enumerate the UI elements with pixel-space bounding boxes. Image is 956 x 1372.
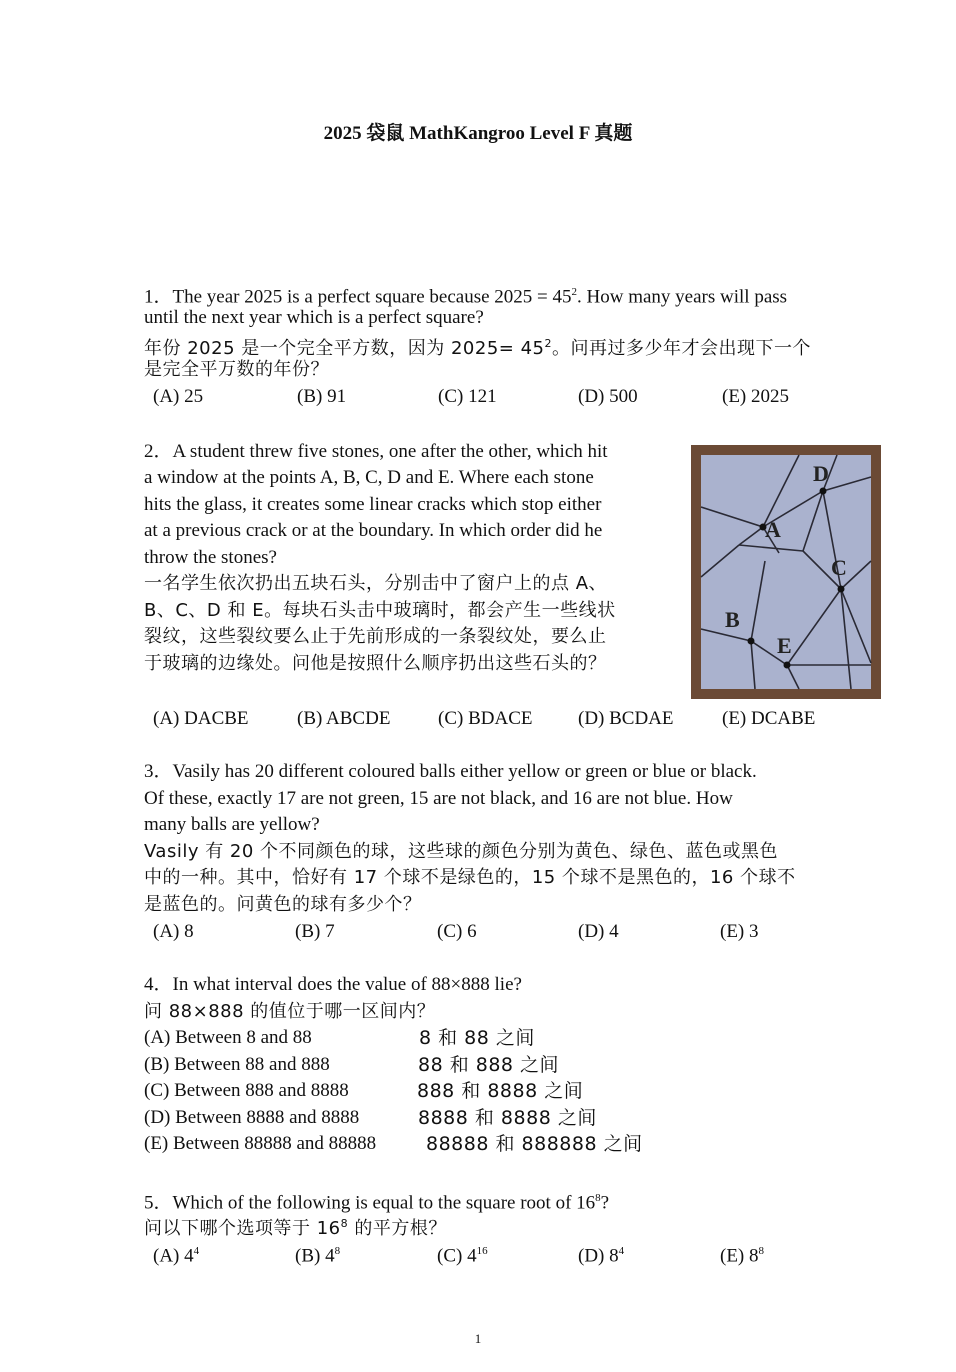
q5-option-e-base: (E) 8	[720, 1245, 759, 1267]
q1-option-c: (C) 121	[438, 386, 497, 407]
point-d	[820, 488, 827, 495]
q2-option-a: (A) DACBE	[153, 708, 249, 729]
q5-exponent: 8	[595, 1192, 601, 1204]
q5-option-c-base: (C) 4	[437, 1245, 477, 1267]
point-b	[748, 638, 755, 645]
q3-option-d: (D) 4	[578, 921, 619, 942]
q3-text-en-3: many balls are yellow?	[144, 814, 320, 835]
q5-option-d-exp: 4	[618, 1245, 625, 1257]
q3-option-c: (C) 6	[437, 921, 477, 942]
q1-option-b: (B) 91	[297, 386, 347, 407]
q3-text-en-1: 3．Vasily has 20 different coloured balls either yellow or green or blue or black.	[144, 761, 757, 782]
label-b: B	[725, 607, 740, 632]
label-a: A	[765, 517, 781, 542]
q3-option-e: (E) 3	[720, 921, 759, 942]
q2-text-cn-2: B、C、D 和 E。每块石头击中玻璃时，都会产生一些线状	[144, 600, 616, 621]
q3-text-cn-2: 中的一种。其中，恰好有 17 个球不是绿色的，15 个球不是黑色的，16 个球不	[144, 867, 796, 888]
q1-en-part: . How many years will pass	[577, 286, 788, 308]
q4-option-d-cn: 8888 和 8888 之间	[418, 1107, 597, 1129]
q1-cn-part: 。问再过多少年才会出现下一个	[552, 338, 811, 359]
q1-text-en-2: until the next year which is a perfect square?	[144, 307, 484, 328]
q2-text-cn-1: 一名学生依次扔出五块石头，分别击中了窗户上的点 A、	[144, 573, 608, 594]
q1-cn-part: 年份 2025 是一个完全平方数，因为 2025= 45	[144, 338, 545, 359]
q3-option-a: (A) 8	[153, 921, 194, 942]
q5-option-a-exp: 4	[193, 1245, 200, 1257]
q1-option-a: (A) 25	[153, 386, 204, 407]
q4-option-c-cn: 888 和 8888 之间	[417, 1080, 584, 1102]
label-e: E	[777, 633, 792, 658]
q1-en-part: 1．The year 2025 is a perfect square because 2025 = 45	[144, 286, 572, 308]
q5-option-e	[720, 1238, 764, 1269]
cracked-window-figure	[687, 441, 885, 703]
q2-text-en-3: hits the glass, it creates some linear cracks which stop either	[144, 494, 602, 515]
q4-option-a: (A) Between 8 and 88	[144, 1027, 312, 1048]
page-title: 2025 袋鼠 MathKangroo Level F 真题	[323, 123, 633, 144]
q5-en-part: ?	[600, 1192, 610, 1214]
q1-exponent: 2	[571, 286, 578, 298]
point-c	[838, 586, 845, 593]
q1-cn-exponent: 2	[544, 337, 552, 350]
q2-text-en-4: at a previous crack or at the boundary. In which order did he	[144, 520, 603, 541]
q4-text-en: 4．In what interval does the value of 88×888 lie?	[144, 974, 522, 995]
q2-text-en-1: 2．A student threw five stones, one after the other, which hit	[144, 441, 608, 462]
q4-option-e: (E) Between 88888 and 88888	[144, 1133, 377, 1154]
q3-option-b: (B) 7	[295, 921, 335, 942]
q2-text-en-5: throw the stones?	[144, 547, 277, 568]
q5-option-b-exp: 8	[334, 1245, 341, 1257]
q4-option-b-cn: 88 和 888 之间	[418, 1054, 560, 1076]
q5-option-c	[437, 1238, 488, 1269]
q5-en-part: 5．Which of the following is equal to the square root of 16	[144, 1192, 596, 1214]
q3-text-cn-1: Vasily 有 20 个不同颜色的球，这些球的颜色分别为黄色、绿色、蓝色或黑色	[144, 841, 779, 862]
q2-option-c: (C) BDACE	[438, 708, 533, 729]
q5-cn-exponent: 8	[340, 1217, 349, 1230]
q4-option-c: (C) Between 888 and 8888	[144, 1080, 349, 1101]
label-d: D	[813, 461, 829, 486]
q5-option-d	[578, 1238, 624, 1269]
q3-text-cn-3: 是蓝色的。问黄色的球有多少个？	[144, 894, 422, 915]
q4-option-a-cn: 8 和 88 之间	[419, 1027, 535, 1049]
q5-cn-part: 问以下哪个选项等于 16	[144, 1218, 341, 1239]
q4-option-e-cn: 88888 和 888888 之间	[426, 1133, 643, 1155]
q5-option-a	[153, 1238, 199, 1269]
q2-text-cn-4: 于玻璃的边缘处。问他是按照什么顺序扔出这些石头的？	[144, 653, 607, 674]
q3-text-en-2: Of these, exactly 17 are not green, 15 are not black, and 16 are not blue. How	[144, 788, 733, 809]
q2-option-b: (B) ABCDE	[297, 708, 391, 729]
q5-option-b-base: (B) 4	[295, 1245, 335, 1267]
q1-option-d: (D) 500	[578, 386, 638, 407]
q1-text-cn-2: 是完全平万数的年份？	[144, 359, 329, 380]
q5-option-d-base: (D) 8	[578, 1245, 619, 1267]
q5-option-a-base: (A) 4	[153, 1245, 194, 1267]
q4-option-b: (B) Between 88 and 888	[144, 1054, 330, 1075]
q2-option-d: (D) BCDAE	[578, 708, 674, 729]
q5-option-e-exp: 8	[758, 1245, 765, 1257]
q4-text-cn: 问 88×888 的值位于哪一区间内？	[144, 1001, 436, 1022]
q5-option-c-exp: 16	[476, 1245, 488, 1257]
point-e	[784, 662, 791, 669]
label-c: C	[831, 555, 847, 580]
q2-text-cn-3: 裂纹，这些裂纹要么止于先前形成的一条裂纹处，要么止	[144, 626, 607, 647]
q2-option-e: (E) DCABE	[722, 708, 816, 729]
q4-option-d: (D) Between 8888 and 8888	[144, 1107, 360, 1128]
q2-text-en-2: a window at the points A, B, C, D and E. Where each stone	[144, 467, 594, 488]
q5-cn-part: 的平方根？	[348, 1218, 447, 1239]
page-number: 1	[474, 1331, 482, 1346]
q5-option-b	[295, 1238, 340, 1269]
q1-option-e: (E) 2025	[722, 386, 790, 407]
